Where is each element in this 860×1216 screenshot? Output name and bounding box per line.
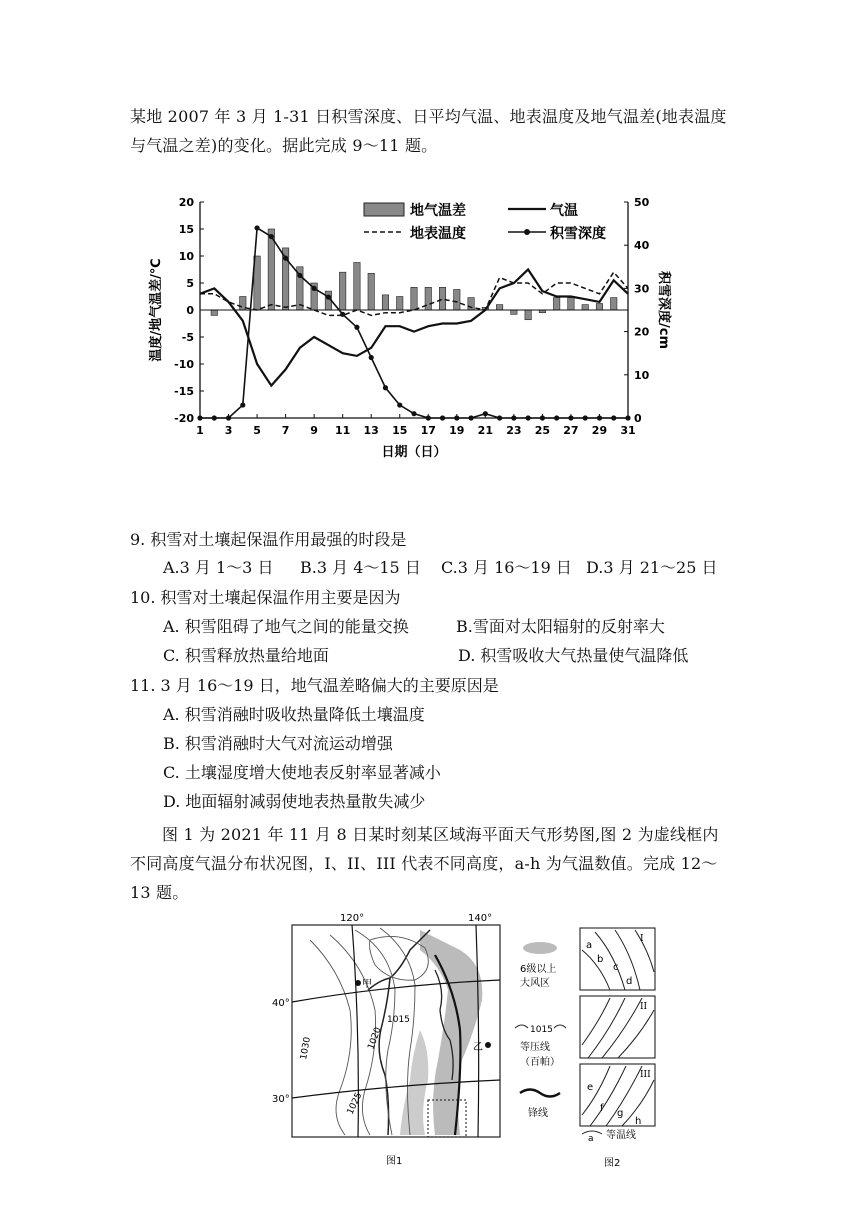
y-left-tick-label: -15 xyxy=(174,385,194,398)
legend-front-swatch xyxy=(520,1090,560,1097)
iso-label-a: a xyxy=(586,940,593,951)
x-tick-label: 5 xyxy=(253,424,261,437)
y-right-tick-label: 10 xyxy=(634,368,650,382)
diff-bar xyxy=(525,310,531,320)
legend-isobar-label-line2: （百帕） xyxy=(520,1057,560,1068)
snow-depth-point xyxy=(269,234,274,239)
y-left-tick-label: 0 xyxy=(186,304,194,317)
legend-front-label: 锋线 xyxy=(528,1108,548,1119)
x-tick-label: 21 xyxy=(477,424,493,437)
question-11-stem: 11. 3 月 16～19 日，地气温差略偏大的主要原因是 xyxy=(130,676,499,695)
place-label-yi: 乙 xyxy=(473,1042,483,1053)
question-10-option-c[interactable]: C. 积雪释放热量给地面 xyxy=(163,646,329,665)
isobar-label-1030: 1030 xyxy=(299,1036,313,1061)
snow-depth-point xyxy=(411,411,416,416)
legend-surface-label: 地表温度 xyxy=(410,226,466,242)
diff-bar xyxy=(568,298,574,310)
legend-gale-label-line2: 大风区 xyxy=(520,978,550,989)
snow-depth-point xyxy=(297,273,302,278)
isobar-label-1025: 1025 xyxy=(345,1091,365,1117)
level-label-3: III xyxy=(640,1070,651,1080)
question-9-option-d[interactable]: D.3 月 21～25 日 xyxy=(586,558,718,577)
isotherm-panel-3 xyxy=(580,1064,655,1127)
diff-bar xyxy=(439,287,445,310)
legend-air-label: 气温 xyxy=(550,203,578,219)
snow-depth-point xyxy=(340,312,345,317)
air-temperature-line xyxy=(200,270,628,386)
question-11-option-d[interactable]: D. 地面辐射减弱使地表热量散失减少 xyxy=(163,792,426,811)
snow-temperature-chart xyxy=(140,190,671,470)
x-tick-label: 23 xyxy=(506,424,522,437)
lon-label-140: 140° xyxy=(468,913,493,924)
question-11-option-b[interactable]: B. 积雪消融时大气对流运动增强 xyxy=(163,734,393,753)
snow-depth-point xyxy=(369,355,374,360)
isotherm-panel-2 xyxy=(580,996,655,1058)
y-right-tick-label: 50 xyxy=(634,196,650,209)
x-tick-label: 9 xyxy=(310,424,318,437)
lat-label-30: 30° xyxy=(272,1094,290,1105)
question-9-stem: 9. 积雪对土壤起保温作用最强的时段是 xyxy=(130,530,407,549)
snow-depth-point xyxy=(397,402,402,407)
legend-isotherm-label: 等温线 xyxy=(606,1130,636,1141)
x-tick-label: 11 xyxy=(335,424,351,437)
level-label-2: II xyxy=(640,1002,648,1012)
iso-label-g: g xyxy=(617,1108,624,1119)
diff-bar xyxy=(354,262,360,310)
x-tick-label: 29 xyxy=(591,424,608,437)
iso-label-e: e xyxy=(587,1082,594,1093)
iso-label-b: b xyxy=(597,954,604,965)
point-yi xyxy=(485,1042,491,1048)
x-tick-label: 31 xyxy=(620,424,636,437)
x-tick-label: 17 xyxy=(420,424,436,437)
x-tick-label: 3 xyxy=(224,424,233,437)
diff-bar xyxy=(454,289,460,310)
diff-bar xyxy=(582,305,588,310)
legend-isobar-value: 1015 xyxy=(530,1025,553,1035)
y-left-tick-label: 20 xyxy=(178,196,194,209)
lon-label-120: 120° xyxy=(340,913,365,924)
question-11-option-a[interactable]: A. 积雪消融时吸收热量降低土壤温度 xyxy=(163,705,425,724)
iso-label-c: c xyxy=(613,962,619,973)
y-left-tick-label: 10 xyxy=(178,250,194,263)
snow-depth-point xyxy=(354,325,359,330)
diff-bar xyxy=(211,310,217,315)
legend-gale-label-line1: 6级以上 xyxy=(520,964,557,975)
isobar-label-1015: 1015 xyxy=(387,1015,410,1025)
legend-isobar-swatch-left xyxy=(515,1025,528,1028)
diff-bar xyxy=(553,298,559,310)
y-left-tick-label: 15 xyxy=(178,223,194,236)
lat-label-40: 40° xyxy=(272,998,290,1009)
point-jia xyxy=(355,980,361,986)
legend-snow-marker xyxy=(524,229,530,235)
isotherm-panel-1 xyxy=(580,928,655,990)
iso-label-d: d xyxy=(626,976,633,987)
snow-depth-point xyxy=(326,294,331,299)
question-10-option-b[interactable]: B.雪面对太阳辐射的反射率大 xyxy=(456,617,665,636)
y-left-tick-label: -20 xyxy=(174,412,194,425)
y-right-axis-label: 积雪深度/cm xyxy=(656,270,671,350)
y-right-tick-label: 40 xyxy=(634,239,650,253)
diff-bar xyxy=(468,298,474,310)
weather-map-figure xyxy=(270,910,670,1170)
y-left-tick-label: -10 xyxy=(174,358,194,371)
level-label-1: I xyxy=(640,934,644,944)
diff-bar xyxy=(411,287,417,310)
snow-depth-line xyxy=(200,228,628,418)
legend-bar-swatch xyxy=(364,203,404,216)
legend-isobar-swatch-right xyxy=(554,1025,566,1028)
chart-legend xyxy=(364,202,606,242)
x-tick-label: 1 xyxy=(196,424,204,437)
snow-depth-point xyxy=(254,225,259,230)
y-right-tick-label: 30 xyxy=(634,282,650,296)
y-right-tick-label: 0 xyxy=(634,412,642,425)
snow-depth-point xyxy=(240,402,245,407)
diff-bar xyxy=(611,298,617,310)
legend-isobar-label-line1: 等压线 xyxy=(520,1042,550,1053)
snow-depth-point xyxy=(383,385,388,390)
iso-label-f: f xyxy=(600,1103,604,1114)
y-left-tick-label: -5 xyxy=(181,331,194,344)
legend-isotherm-symbol: a xyxy=(588,1134,594,1144)
x-tick-label: 19 xyxy=(449,424,465,437)
y-right-tick-label: 20 xyxy=(634,325,650,339)
snow-depth-point xyxy=(283,256,288,261)
diff-bar xyxy=(425,287,431,310)
x-tick-label: 13 xyxy=(363,424,379,437)
iso-label-h: h xyxy=(635,1116,642,1127)
y-left-tick-label: 5 xyxy=(186,277,194,290)
question-10-option-d[interactable]: D. 积雪吸收大气热量使气温降低 xyxy=(458,646,689,665)
question-10-stem: 10. 积雪对土壤起保温作用主要是因为 xyxy=(130,588,401,607)
diff-bar xyxy=(397,297,403,311)
diff-bar xyxy=(382,295,388,310)
diff-bar xyxy=(339,272,345,310)
question-9-option-a[interactable]: A.3 月 1～3 日 xyxy=(163,558,274,577)
question-9-option-b[interactable]: B.3 月 4～15 日 xyxy=(300,558,421,577)
intro-paragraph-2: 图 1 为 2021 年 11 月 8 日某时刻某区域海平面天气形势图,图 2 为虚线框内不同高度气温分布状况图，I、II、III 代表不同高度，a-h 为气温数值。完成 12～13 题。 xyxy=(130,825,719,902)
legend-gale-swatch xyxy=(523,942,557,954)
question-11-option-c[interactable]: C. 土壤湿度增大使地表反射率显著减小 xyxy=(163,763,441,782)
question-9-option-c[interactable]: C.3 月 16～19 日 xyxy=(441,558,572,577)
y-left-axis-label: 温度/地气温差/℃ xyxy=(149,258,164,362)
intro-paragraph-1: 某地 2007 年 3 月 1-31 日积雪深度、日平均气温、地表温度及地气温差(地表温度与气温之差)的变化。据此完成 9～11 题。 xyxy=(130,107,727,155)
diff-bar xyxy=(496,305,502,310)
isobar-label-1020: 1020 xyxy=(366,1026,384,1052)
x-tick-label: 7 xyxy=(281,424,290,437)
place-label-jia: 甲 xyxy=(362,979,372,990)
snow-depth-markers xyxy=(197,225,630,420)
snow-depth-point xyxy=(312,286,317,291)
x-tick-label: 15 xyxy=(392,424,408,437)
ground-air-diff-bars xyxy=(211,229,617,320)
x-tick-label: 25 xyxy=(534,424,551,437)
diff-bar xyxy=(368,273,374,310)
x-axis-label: 日期（日） xyxy=(381,445,447,460)
x-tick-label: 27 xyxy=(563,424,579,437)
legend-snow-label: 积雪深度 xyxy=(550,226,606,242)
diff-bar xyxy=(596,304,602,310)
figure-1-caption: 图1 xyxy=(386,1156,403,1167)
question-10-option-a[interactable]: A. 积雪阻碍了地气之间的能量交换 xyxy=(163,617,409,636)
diff-bar xyxy=(511,310,517,314)
legend-bar-label: 地气温差 xyxy=(410,203,466,219)
figure-2-caption: 图2 xyxy=(604,1158,621,1169)
